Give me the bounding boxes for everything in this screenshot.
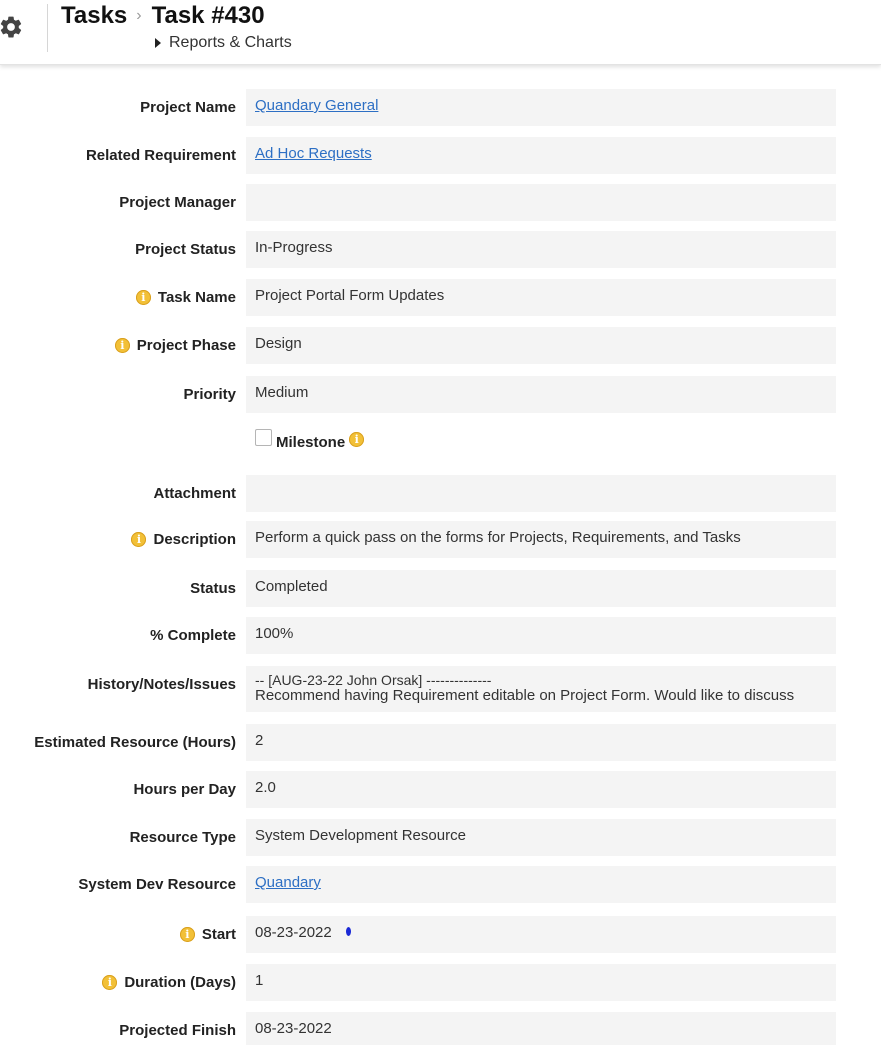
info-icon[interactable]: i bbox=[349, 432, 364, 447]
chevron-right-icon: › bbox=[136, 7, 142, 24]
info-icon[interactable]: i bbox=[136, 290, 151, 305]
history-field[interactable] bbox=[246, 666, 836, 712]
history-entry-text: Recommend having Requirement editable on Project Form. Would like to discuss bbox=[255, 687, 795, 704]
label-percent-complete: % Complete bbox=[150, 627, 236, 644]
label-duration-text: Duration (Days) bbox=[124, 974, 236, 991]
task-name-field[interactable]: Project Portal Form Updates bbox=[246, 279, 836, 316]
label-projected-finish: Projected Finish bbox=[119, 1022, 236, 1039]
label-priority: Priority bbox=[183, 386, 236, 403]
label-hours-per-day: Hours per Day bbox=[133, 781, 236, 798]
page-title: Task #430 bbox=[151, 2, 265, 29]
status-field[interactable]: Completed bbox=[246, 570, 836, 607]
label-history: History/Notes/Issues bbox=[87, 676, 236, 693]
label-resource-type: Resource Type bbox=[129, 829, 236, 846]
label-system-dev-resource: System Dev Resource bbox=[78, 876, 236, 893]
label-related-requirement: Related Requirement bbox=[85, 147, 236, 164]
start-field[interactable] bbox=[246, 916, 836, 953]
related-requirement-link[interactable]: Ad Hoc Requests bbox=[255, 145, 372, 162]
label-description bbox=[131, 521, 236, 558]
label-start bbox=[180, 916, 236, 953]
label-task-name bbox=[136, 279, 236, 316]
indicator-dot-icon bbox=[346, 927, 351, 936]
breadcrumb-tasks[interactable]: Tasks bbox=[61, 2, 128, 29]
project-status-field[interactable]: In-Progress bbox=[246, 231, 836, 268]
label-task-name-text: Task Name bbox=[157, 289, 236, 306]
info-icon[interactable]: i bbox=[102, 975, 117, 990]
label-project-name: Project Name bbox=[140, 99, 236, 116]
project-manager-field[interactable] bbox=[246, 184, 836, 221]
label-project-manager: Project Manager bbox=[119, 194, 236, 211]
resource-type-field[interactable]: System Development Resource bbox=[246, 819, 836, 856]
project-name-field bbox=[246, 89, 836, 126]
related-requirement-field bbox=[246, 137, 836, 174]
label-project-status: Project Status bbox=[135, 241, 236, 258]
page-header bbox=[0, 0, 881, 65]
label-attachment: Attachment bbox=[153, 485, 236, 502]
estimated-resource-field[interactable]: 2 bbox=[246, 724, 836, 761]
system-dev-resource-field bbox=[246, 866, 836, 903]
milestone-checkbox-group bbox=[255, 432, 364, 449]
info-icon[interactable]: i bbox=[131, 532, 146, 547]
label-description-text: Description bbox=[153, 531, 236, 548]
milestone-label: Milestone bbox=[276, 434, 346, 451]
label-estimated-resource: Estimated Resource (Hours) bbox=[34, 734, 236, 751]
description-field[interactable]: Perform a quick pass on the forms for Projects, Requirements, and Tasks bbox=[246, 521, 836, 558]
duration-field[interactable]: 1 bbox=[246, 964, 836, 1001]
gear-icon[interactable] bbox=[0, 14, 24, 40]
reports-charts-label: Reports & Charts bbox=[169, 34, 292, 51]
label-status: Status bbox=[190, 580, 236, 597]
priority-field[interactable]: Medium bbox=[246, 376, 836, 413]
breadcrumb bbox=[61, 2, 265, 30]
label-project-phase-text: Project Phase bbox=[136, 337, 236, 354]
project-name-link[interactable]: Quandary General bbox=[255, 97, 379, 114]
label-duration bbox=[102, 964, 236, 1001]
info-icon[interactable]: i bbox=[180, 927, 195, 942]
header-divider bbox=[47, 4, 48, 52]
info-icon[interactable]: i bbox=[115, 338, 130, 353]
system-dev-resource-link[interactable]: Quandary bbox=[255, 874, 321, 891]
milestone-checkbox[interactable] bbox=[255, 429, 272, 446]
label-start-text: Start bbox=[201, 926, 236, 943]
reports-charts-toggle[interactable] bbox=[155, 34, 292, 52]
start-value: 08-23-2022 bbox=[255, 924, 332, 941]
history-entry-header: -- [AUG-23-22 John Orsak] -------------- bbox=[255, 672, 492, 688]
project-phase-field[interactable]: Design bbox=[246, 327, 836, 364]
percent-complete-field[interactable]: 100% bbox=[246, 617, 836, 654]
projected-finish-field[interactable]: 08-23-2022 bbox=[246, 1012, 836, 1045]
triangle-right-icon bbox=[155, 38, 161, 48]
hours-per-day-field[interactable]: 2.0 bbox=[246, 771, 836, 808]
label-project-phase bbox=[115, 327, 236, 364]
attachment-field[interactable] bbox=[246, 475, 836, 512]
